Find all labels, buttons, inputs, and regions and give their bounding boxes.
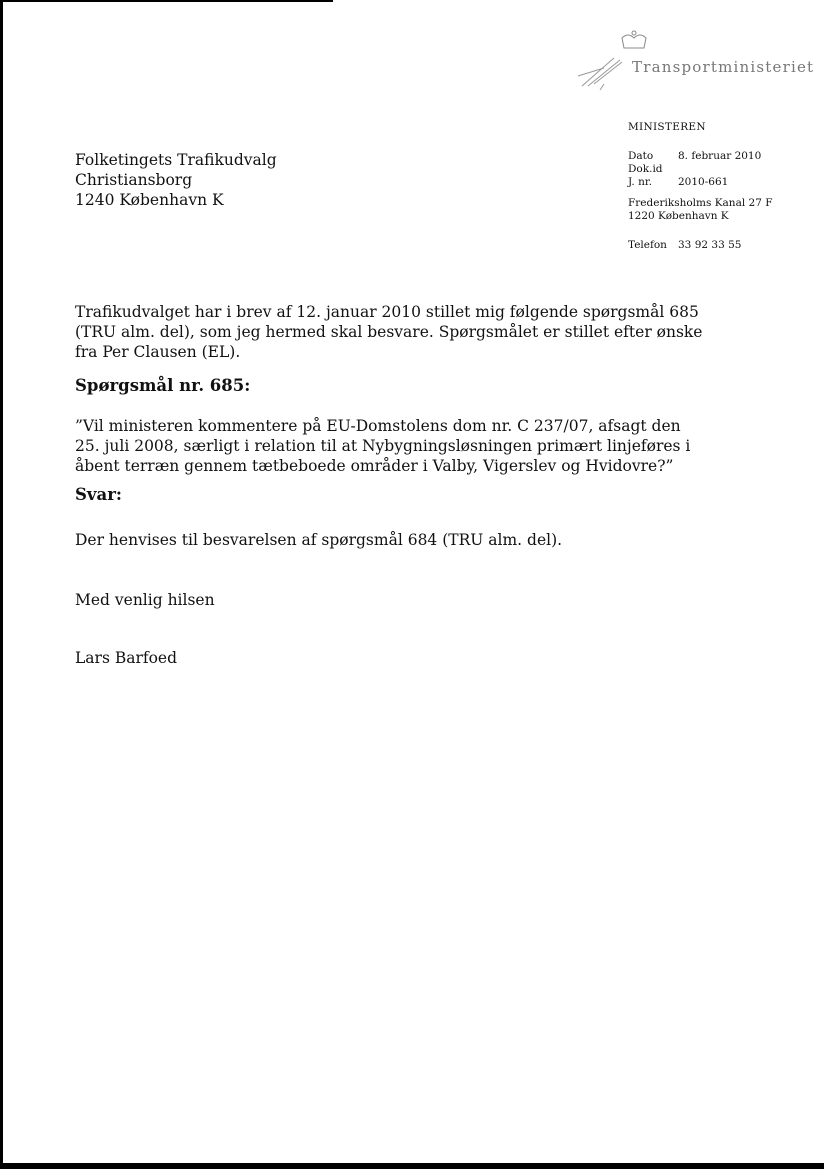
jnr-value: 2010-661 — [678, 176, 729, 188]
date-value: 8. februar 2010 — [678, 150, 762, 162]
scan-edge-top — [0, 0, 333, 2]
recipient-address — [75, 150, 277, 210]
intro-paragraph — [75, 302, 703, 362]
question-heading: Spørgsmål nr. 685: — [75, 376, 251, 395]
recipient-line-2: Christiansborg — [75, 171, 193, 189]
answer-text: Der henvises til besvarelsen af spørgsmål 684 (TRU alm. del). — [75, 531, 563, 549]
signature-name: Lars Barfoed — [75, 649, 178, 667]
phone-value: 33 92 33 55 — [678, 239, 742, 251]
jnr-label: J. nr. — [628, 176, 653, 188]
question-line: åbent terræn gennem tætbeboede områder i Valby, Vigerslev og Hvidovre?” — [75, 457, 674, 475]
ministry-logo — [574, 28, 815, 98]
phone-label: Telefon — [628, 239, 667, 251]
phone-row — [628, 239, 741, 251]
intro-line: (TRU alm. del), som jeg hermed skal besvare. Spørgsmålet er stillet efter ønske — [75, 323, 703, 341]
office-address — [628, 197, 773, 223]
letter-metadata — [628, 150, 761, 189]
answer-paragraph — [75, 530, 595, 550]
closing — [75, 590, 595, 610]
date-label: Dato — [628, 150, 654, 162]
intro-line: fra Per Clausen (EL). — [75, 343, 241, 361]
scan-edge-left — [0, 0, 3, 1169]
signature — [75, 648, 595, 668]
intro-line: Trafikudvalget har i brev af 12. januar 2010 stillet mig følgende spørgsmål 685 — [75, 303, 699, 321]
logo-text: Transportministeriet — [632, 58, 815, 76]
answer-heading: Svar: — [75, 485, 122, 504]
office-street: Frederiksholms Kanal 27 F — [628, 197, 773, 209]
question-paragraph — [75, 416, 691, 476]
dokid-label: Dok.id — [628, 163, 663, 175]
sender-title: MINISTEREN — [628, 121, 706, 133]
recipient-line-3: 1240 København K — [75, 191, 224, 209]
office-city: 1220 København K — [628, 210, 729, 222]
closing-text: Med venlig hilsen — [75, 591, 215, 609]
question-line: ”Vil ministeren kommentere på EU-Domstolens dom nr. C 237/07, afsagt den — [75, 417, 681, 435]
scan-edge-bottom — [0, 1163, 824, 1169]
recipient-line-1: Folketingets Trafikudvalg — [75, 151, 277, 169]
question-line: 25. juli 2008, særligt i relation til at Nybygningsløsningen primært linjeføres i — [75, 437, 691, 455]
